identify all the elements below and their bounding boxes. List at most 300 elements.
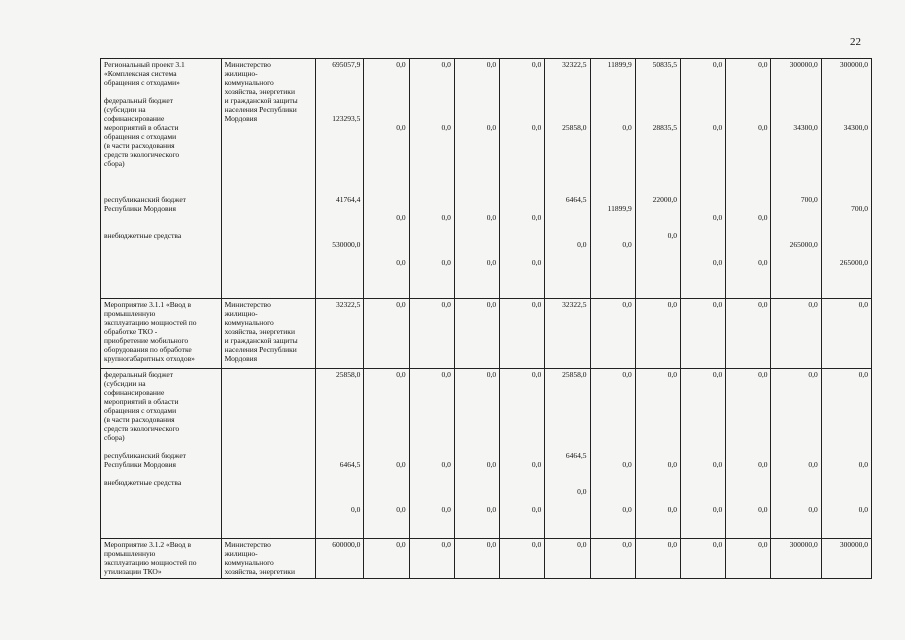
value-line [774,96,817,105]
value-line [639,240,677,249]
value-line: 34300,0 [793,123,818,132]
value-line: 0,0 [667,460,677,469]
value-line [503,159,541,168]
value-line [774,168,817,177]
value-line: 700,0 [851,204,868,213]
value-line [413,249,451,258]
value-line: 695057,9 [332,60,361,69]
value-line [729,379,767,388]
value-line [458,168,496,177]
value-line [684,168,722,177]
value-line [319,204,360,213]
value-cell [681,539,726,579]
value-line [594,406,632,415]
value-line [639,496,677,505]
value-line: 0,0 [758,258,768,267]
value-line [639,96,677,105]
value-line [825,132,868,141]
value-cell [316,59,364,299]
value-line [729,478,767,487]
value-line [729,249,767,258]
activity-name-line: мероприятий в области [104,123,179,132]
value-line [458,424,496,433]
executor-line: и гражданской защиты [224,336,298,345]
value-line: 0,0 [531,300,542,309]
table-row [101,369,872,539]
value-line: 0,0 [622,460,632,469]
value-line [594,388,632,397]
value-line [594,96,632,105]
value-line [774,469,817,478]
value-line [413,496,451,505]
value-line [548,249,586,258]
value-line [684,132,722,141]
value-line [413,204,451,213]
value-line [367,186,405,195]
value-line [503,96,541,105]
value-line [548,406,586,415]
value-line [729,240,767,249]
value-line [774,424,817,433]
activity-name-line: крупногабаритных отходов» [104,354,195,363]
value-line: 0,0 [486,505,497,514]
value-line: 0,0 [667,300,677,309]
value-line [684,114,722,123]
value-line [825,249,868,258]
value-line [367,231,405,240]
value-line [367,105,405,114]
value-line [639,159,677,168]
value-line [319,397,360,406]
value-line [774,213,817,222]
value-line [548,150,586,159]
value-line: 0,0 [486,213,497,222]
value-line: 0,0 [350,505,361,514]
value-line [774,496,817,505]
value-line [729,388,767,397]
value-line: 0,0 [622,540,632,549]
value-line: 0,0 [396,123,406,132]
value-cell [454,369,499,539]
value-line [594,487,632,496]
value-line [594,415,632,424]
value-line [594,69,632,78]
executor-line: коммунального [224,318,274,327]
value-line [639,451,677,460]
value-line [825,78,868,87]
value-line [413,433,451,442]
value-line [503,388,541,397]
value-cell [635,299,680,369]
value-line [413,442,451,451]
value-line [639,397,677,406]
value-line [684,96,722,105]
value-cell [771,539,821,579]
value-line [594,114,632,123]
value-line [458,442,496,451]
value-line [503,406,541,415]
value-line [458,87,496,96]
value-line: 0,0 [808,505,818,514]
value-cell [635,539,680,579]
value-line [367,96,405,105]
value-line [684,406,722,415]
value-cell [454,299,499,369]
value-line [729,96,767,105]
value-line [774,114,817,123]
value-line [548,186,586,195]
value-line: 0,0 [396,258,406,267]
value-line [774,388,817,397]
activity-name-cell [101,299,222,369]
value-line [319,424,360,433]
value-line [639,87,677,96]
value-line: 25858,0 [562,123,587,132]
value-line [367,442,405,451]
value-line: 700,0 [800,195,818,204]
value-line [367,424,405,433]
value-line [548,222,586,231]
value-line: 0,0 [712,60,723,69]
value-line [503,379,541,388]
value-line [639,388,677,397]
value-line: 11899,9 [607,60,632,69]
value-line: 0,0 [712,123,723,132]
value-line [458,141,496,150]
value-line [594,177,632,186]
value-cell [726,299,771,369]
activity-name-line: промышленную [104,549,156,558]
value-line [825,213,868,222]
value-line [684,469,722,478]
activity-name-line: софинансирование [104,388,165,397]
value-cell [316,369,364,539]
value-line [594,231,632,240]
value-line: 32322,5 [562,300,587,309]
value-line [548,258,586,267]
value-cell [821,369,871,539]
value-line [367,87,405,96]
value-line [319,177,360,186]
value-cell [771,299,821,369]
value-cell [590,539,635,579]
value-line: 0,0 [441,60,451,69]
value-line [319,406,360,415]
value-cell [726,59,771,299]
value-line [729,204,767,213]
value-line [594,168,632,177]
value-line [458,159,496,168]
activity-name-line: сбора) [104,433,125,442]
value-cell [364,539,409,579]
value-cell [409,59,454,299]
value-line [413,150,451,159]
value-line [319,141,360,150]
table-row [101,59,872,299]
value-line: 0,0 [622,370,632,379]
value-line [548,433,586,442]
value-line [458,406,496,415]
activity-name-line [104,168,218,177]
value-line [548,505,586,514]
value-line [548,379,586,388]
value-line [729,496,767,505]
value-line [729,186,767,195]
value-line [458,69,496,78]
activity-name-cell [101,539,222,579]
value-line [684,442,722,451]
value-line [413,159,451,168]
value-line [458,379,496,388]
value-line: 300000,0 [789,60,818,69]
value-line: 0,0 [441,370,451,379]
value-line: 300000,0 [839,540,868,549]
executor-line: населения Республики [224,345,297,354]
activity-name-line: Республики Мордовия [104,204,176,213]
value-line [729,150,767,159]
value-cell [771,59,821,299]
value-line [594,258,632,267]
value-line: 0,0 [758,300,768,309]
value-line [367,114,405,123]
value-line [367,487,405,496]
value-line: 0,0 [712,370,723,379]
value-cell [316,539,364,579]
value-line: 0,0 [667,505,677,514]
value-line: 0,0 [486,370,497,379]
value-line [458,451,496,460]
activity-name-line: эксплуатацию мощностей по [104,318,197,327]
value-line [367,415,405,424]
value-line [639,406,677,415]
value-line [729,78,767,87]
value-line [825,87,868,96]
value-line [825,195,868,204]
value-line: 0,0 [396,60,406,69]
value-cell [409,369,454,539]
value-line [684,78,722,87]
value-line [319,469,360,478]
value-line: 0,0 [577,540,587,549]
activity-name-line: Региональный проект 3.1 [104,60,185,69]
activity-name-line: оборудования по обработке [104,345,192,354]
executor-line: хозяйства, энергетики [224,87,295,96]
value-line [548,231,586,240]
value-line [413,451,451,460]
value-line [458,150,496,159]
value-line [367,168,405,177]
value-line: 32322,5 [335,300,361,309]
value-line [729,105,767,114]
value-line [729,231,767,240]
executor-line: Мордовия [224,114,258,123]
value-line: 0,0 [531,258,542,267]
activity-name-line: промышленную [104,309,156,318]
value-line [594,213,632,222]
value-line: 0,0 [486,60,497,69]
value-line [367,141,405,150]
value-line [825,96,868,105]
value-line: 0,0 [441,258,451,267]
value-line [774,433,817,442]
value-line [684,487,722,496]
executor-line: хозяйства, энергетики [224,327,295,336]
activity-name-line: республиканский бюджет [104,451,186,460]
executor-line: жилищно- [224,309,258,318]
value-line [367,150,405,159]
value-line [639,487,677,496]
value-line [639,78,677,87]
activity-name-line: «Комплексная система [104,69,177,78]
value-line [684,424,722,433]
value-line [729,141,767,150]
value-line: 0,0 [486,123,497,132]
value-line [503,141,541,150]
value-line [503,204,541,213]
value-line: 0,0 [396,300,406,309]
value-line [684,415,722,424]
value-line [319,69,360,78]
value-line [729,222,767,231]
value-line: 0,0 [531,460,542,469]
value-line [729,114,767,123]
value-line [639,141,677,150]
value-line [639,150,677,159]
value-line [503,105,541,114]
value-line [594,424,632,433]
value-line [639,469,677,478]
value-line [639,204,677,213]
executor-cell [221,299,315,369]
value-line [413,424,451,433]
value-line [503,424,541,433]
value-line [774,69,817,78]
value-line: 0,0 [667,540,677,549]
value-line [594,222,632,231]
value-line [413,96,451,105]
value-line [729,442,767,451]
value-line [684,204,722,213]
value-line: 0,0 [396,370,406,379]
value-line [548,469,586,478]
activity-name-cell [101,59,222,299]
value-line [825,388,868,397]
value-line [548,388,586,397]
value-line [413,415,451,424]
value-line [367,496,405,505]
activity-name-line: Республики Мордовия [104,460,176,469]
value-line: 0,0 [531,540,542,549]
value-line [639,442,677,451]
value-line [458,433,496,442]
value-line [639,105,677,114]
executor-line: и гражданской защиты [224,96,298,105]
value-line [319,388,360,397]
value-cell [821,539,871,579]
value-line [548,397,586,406]
value-line [367,177,405,186]
value-line [458,177,496,186]
value-line [413,240,451,249]
activity-name-line: эксплуатацию мощностей по [104,558,197,567]
value-line [503,195,541,204]
value-line: 0,0 [758,123,768,132]
value-line [503,186,541,195]
value-cell [409,539,454,579]
value-line: 0,0 [531,505,542,514]
value-line [458,105,496,114]
activity-name-line: средств экологического [104,424,180,433]
value-line [825,442,868,451]
value-line [684,186,722,195]
value-line: 0,0 [531,370,542,379]
value-line [548,442,586,451]
value-line [825,159,868,168]
value-line [319,415,360,424]
value-line [548,424,586,433]
value-line [458,240,496,249]
value-line: 0,0 [808,460,818,469]
value-line [548,132,586,141]
value-line [639,258,677,267]
value-line: 0,0 [531,123,542,132]
value-cell [316,299,364,369]
value-line: 28835,5 [652,123,677,132]
value-line: 0,0 [441,505,451,514]
value-line [548,213,586,222]
value-line: 0,0 [622,123,632,132]
value-line [319,496,360,505]
value-line [503,240,541,249]
value-line [594,433,632,442]
value-line [639,186,677,195]
value-line [639,249,677,258]
value-line [548,159,586,168]
value-line [503,222,541,231]
value-line [503,87,541,96]
value-line [774,105,817,114]
value-line [684,433,722,442]
value-line [319,150,360,159]
value-line [503,397,541,406]
executor-line: коммунального [224,558,274,567]
value-line: 0,0 [441,123,451,132]
value-line [367,388,405,397]
value-line [413,222,451,231]
value-line [548,78,586,87]
value-line [684,105,722,114]
value-line [825,150,868,159]
value-line [503,442,541,451]
value-line [594,87,632,96]
value-cell [821,59,871,299]
value-line [367,204,405,213]
value-line [594,78,632,87]
value-line [367,478,405,487]
activity-name-line: Мероприятие 3.1.2 «Ввод в [104,540,192,549]
value-line: 11899,9 [607,204,632,213]
value-line: 0,0 [396,540,406,549]
value-line [413,78,451,87]
value-line [319,451,360,460]
value-line [729,195,767,204]
value-line [458,78,496,87]
page-number: 22 [850,36,861,48]
value-line [684,177,722,186]
value-line [684,141,722,150]
value-line [825,424,868,433]
value-line: 0,0 [758,370,768,379]
